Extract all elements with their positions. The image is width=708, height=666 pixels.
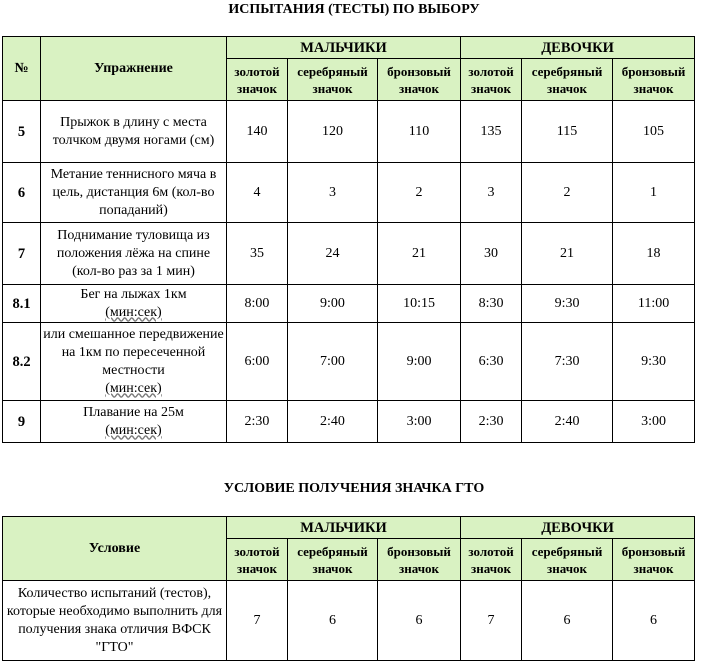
norm-value: 35 (227, 223, 288, 285)
norm-value: 110 (378, 101, 461, 163)
tests-table (2, 36, 695, 443)
badge-header: золотой значок (227, 59, 288, 101)
norm-value: 21 (378, 223, 461, 285)
condition-value: 6 (288, 581, 378, 661)
table-row (3, 163, 695, 223)
badge-header: серебряный значок (522, 539, 613, 581)
norm-value: 8:30 (461, 285, 522, 323)
norm-value: 140 (227, 101, 288, 163)
norm-value: 4 (227, 163, 288, 223)
badge-header: серебряный значок (288, 539, 378, 581)
norm-value: 2:30 (461, 401, 522, 443)
exercise-number: 7 (3, 223, 41, 285)
condition-value: 6 (378, 581, 461, 661)
badge-header: бронзовый значок (378, 59, 461, 101)
exercise-number: 9 (3, 401, 41, 443)
exercise-unit: (мин:сек) (105, 422, 162, 438)
norm-value: 21 (522, 223, 613, 285)
exercise-text: Поднимание туловища из положения лёжа на спине (кол-во раз за 1 мин) (56, 227, 211, 279)
condition-value: 6 (522, 581, 613, 661)
header-exercise: Упражнение (41, 37, 227, 101)
norm-value: 135 (461, 101, 522, 163)
norm-value: 2:40 (288, 401, 378, 443)
norm-value: 8:00 (227, 285, 288, 323)
exercise-name (41, 163, 227, 223)
exercise-text: или смешанное передвижение на 1км по пересеченной местности (43, 326, 224, 378)
norm-value: 18 (613, 223, 695, 285)
table-row (3, 581, 695, 661)
exercise-name (41, 101, 227, 163)
norm-value: 2 (378, 163, 461, 223)
norm-value: 7:00 (288, 323, 378, 401)
badge-header: бронзовый значок (613, 59, 695, 101)
table-row (3, 101, 695, 163)
norm-value: 2:40 (522, 401, 613, 443)
header-boys: МАЛЬЧИКИ (227, 517, 461, 539)
condition-table (2, 516, 695, 661)
badge-header: золотой значок (227, 539, 288, 581)
norm-value: 10:15 (378, 285, 461, 323)
norm-value: 9:30 (613, 323, 695, 401)
exercise-name (41, 323, 227, 401)
norm-value: 7:30 (522, 323, 613, 401)
badge-header: золотой значок (461, 59, 522, 101)
exercise-number: 8.2 (3, 323, 41, 401)
exercise-name (41, 223, 227, 285)
header-girls: ДЕВОЧКИ (461, 517, 695, 539)
exercise-number: 5 (3, 101, 41, 163)
condition-title: УСЛОВИЕ ПОЛУЧЕНИЯ ЗНАЧКА ГТО (223, 481, 485, 496)
header-girls: ДЕВОЧКИ (461, 37, 695, 59)
exercise-unit: (мин:сек) (105, 380, 162, 396)
norm-value: 120 (288, 101, 378, 163)
norm-value: 105 (613, 101, 695, 163)
condition-value: 6 (613, 581, 695, 661)
norm-value: 6:30 (461, 323, 522, 401)
norm-value: 2:30 (227, 401, 288, 443)
exercise-number: 8.1 (3, 285, 41, 323)
badge-header: бронзовый значок (378, 539, 461, 581)
table-row (3, 223, 695, 285)
norm-value: 30 (461, 223, 522, 285)
norm-value: 3:00 (378, 401, 461, 443)
norm-value: 2 (522, 163, 613, 223)
norm-value: 6:00 (227, 323, 288, 401)
table-row (3, 323, 695, 401)
condition-value: 7 (227, 581, 288, 661)
exercise-name (41, 401, 227, 443)
table-row (3, 285, 695, 323)
condition-text: Количество испытаний (тестов), которые необходимо выполнить для получения знака отличия ВФСК "ГТО" (3, 581, 227, 661)
norm-value: 3 (461, 163, 522, 223)
norm-value: 3:00 (613, 401, 695, 443)
norm-value: 9:00 (378, 323, 461, 401)
norm-value: 9:00 (288, 285, 378, 323)
exercise-text: Плавание на 25м (83, 404, 184, 420)
header-condition: Условие (3, 517, 227, 581)
badge-header: золотой значок (461, 539, 522, 581)
tests-title: ИСПЫТАНИЯ (ТЕСТЫ) ПО ВЫБОРУ (228, 2, 480, 17)
header-boys: МАЛЬЧИКИ (227, 37, 461, 59)
norm-value: 24 (288, 223, 378, 285)
norm-value: 9:30 (522, 285, 613, 323)
header-number: № (3, 37, 41, 101)
norm-value: 115 (522, 101, 613, 163)
condition-value: 7 (461, 581, 522, 661)
norm-value: 3 (288, 163, 378, 223)
badge-header: бронзовый значок (613, 539, 695, 581)
exercise-number: 6 (3, 163, 41, 223)
norm-value: 11:00 (613, 285, 695, 323)
norm-value: 1 (613, 163, 695, 223)
table-row (3, 401, 695, 443)
badge-header: серебряный значок (288, 59, 378, 101)
exercise-text: Бег на лыжах 1км (80, 286, 187, 302)
exercise-text: Прыжок в длину с места толчком двумя ногами (см) (52, 114, 215, 148)
exercise-name (41, 285, 227, 323)
exercise-unit: (мин:сек) (105, 304, 162, 320)
exercise-text: Метание теннисного мяча в цель, дистанция 6м (кол-во попаданий) (50, 166, 217, 218)
badge-header: серебряный значок (522, 59, 613, 101)
